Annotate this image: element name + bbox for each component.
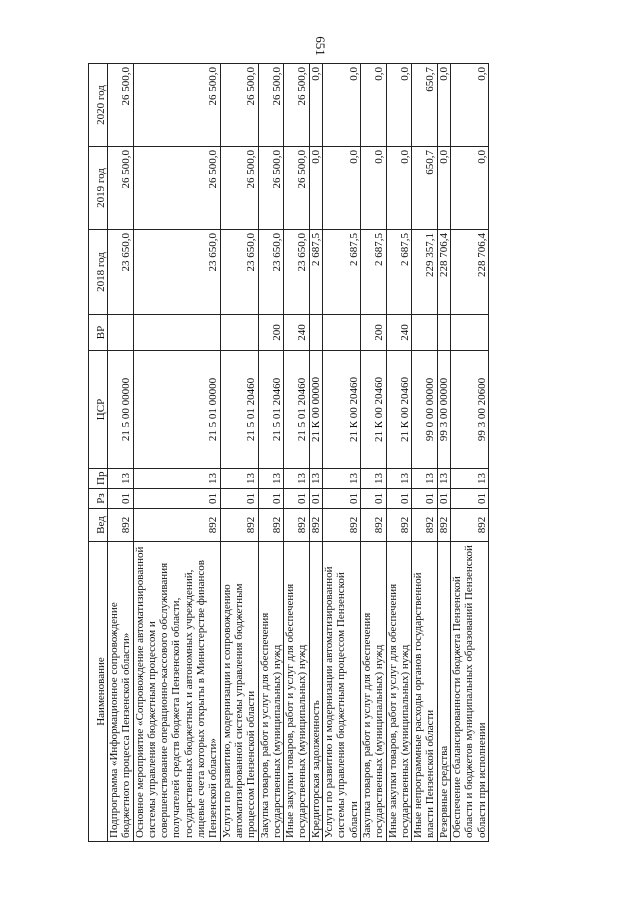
cell-rz: 01 bbox=[412, 489, 438, 509]
cell-ved: 892 bbox=[309, 509, 322, 542]
table-row bbox=[323, 64, 361, 842]
cell-pr: 13 bbox=[412, 469, 438, 489]
cell-vr bbox=[412, 315, 438, 351]
cell-rz: 01 bbox=[258, 489, 284, 509]
table-row bbox=[258, 64, 284, 842]
cell-pr: 13 bbox=[284, 469, 310, 489]
cell-rz: 01 bbox=[133, 489, 220, 509]
cell-rz: 01 bbox=[451, 489, 489, 509]
cell-2020: 0,0 bbox=[309, 64, 322, 147]
cell-rz: 01 bbox=[386, 489, 412, 509]
cell-vr bbox=[323, 315, 361, 351]
cell-rz: 01 bbox=[309, 489, 322, 509]
cell-2020: 0,0 bbox=[360, 64, 386, 147]
cell-csr: 21 5 01 20460 bbox=[284, 351, 310, 469]
cell-name: Закупка товаров, работ и услуг для обеспечения государственных (муниципальных) нужд bbox=[258, 542, 284, 842]
table-row bbox=[284, 64, 310, 842]
cell-2019: 26 500,0 bbox=[108, 147, 134, 230]
page-number: 651 bbox=[313, 36, 328, 56]
cell-ved: 892 bbox=[323, 509, 361, 542]
cell-pr: 13 bbox=[360, 469, 386, 489]
cell-pr: 13 bbox=[323, 469, 361, 489]
header-name: Наименование bbox=[89, 542, 108, 842]
cell-2018: 2 687,5 bbox=[309, 230, 322, 315]
cell-2018: 23 650,0 bbox=[133, 230, 220, 315]
cell-vr bbox=[451, 315, 489, 351]
cell-vr: 200 bbox=[360, 315, 386, 351]
cell-2020: 26 500,0 bbox=[108, 64, 134, 147]
cell-csr: 21 5 01 20460 bbox=[220, 351, 258, 469]
cell-2019: 0,0 bbox=[437, 147, 450, 230]
cell-name: Закупка товаров, работ и услуг для обеспечения государственных (муниципальных) нужд bbox=[360, 542, 386, 842]
cell-ved: 892 bbox=[258, 509, 284, 542]
cell-2019: 0,0 bbox=[323, 147, 361, 230]
cell-2019: 650,7 bbox=[412, 147, 438, 230]
cell-name: Услуги по развитию и модернизации автоматизированной системы управления бюджетным процессом Пензенской области bbox=[323, 542, 361, 842]
cell-csr: 21 К 00 20460 bbox=[360, 351, 386, 469]
cell-2020: 26 500,0 bbox=[258, 64, 284, 147]
cell-pr: 13 bbox=[108, 469, 134, 489]
cell-2018: 23 650,0 bbox=[220, 230, 258, 315]
cell-csr: 21 5 00 00000 bbox=[108, 351, 134, 469]
cell-vr: 240 bbox=[284, 315, 310, 351]
cell-2019: 0,0 bbox=[309, 147, 322, 230]
cell-2020: 0,0 bbox=[451, 64, 489, 147]
cell-ved: 892 bbox=[108, 509, 134, 542]
cell-ved: 892 bbox=[133, 509, 220, 542]
cell-rz: 01 bbox=[323, 489, 361, 509]
cell-ved: 892 bbox=[284, 509, 310, 542]
cell-2020: 0,0 bbox=[323, 64, 361, 147]
cell-2018: 228 706,4 bbox=[437, 230, 450, 315]
cell-2020: 26 500,0 bbox=[133, 64, 220, 147]
cell-name: Основное мероприятие «Сопровождение автоматизированной системы управления бюджетным процессом и совершенствование операционно-кассового обслуживания получателей средств бюджета Пензенской области, государственных бюджетных и автономных учреждений, лицевые счета которых открыты в Министерстве финансов Пензенской области» bbox=[133, 542, 220, 842]
header-2019: 2019 год bbox=[89, 147, 108, 230]
cell-name: Кредиторская задолженность bbox=[309, 542, 322, 842]
cell-name: Обеспечение сбалансированности бюджета Пензенской области и бюджетов муниципальных образований Пензенской области при исполнении bbox=[451, 542, 489, 842]
cell-csr: 99 3 00 20600 bbox=[451, 351, 489, 469]
cell-2019: 0,0 bbox=[451, 147, 489, 230]
cell-ved: 892 bbox=[451, 509, 489, 542]
cell-2018: 2 687,5 bbox=[360, 230, 386, 315]
cell-csr: 21 К 00 20460 bbox=[323, 351, 361, 469]
cell-2019: 26 500,0 bbox=[133, 147, 220, 230]
cell-2020: 26 500,0 bbox=[284, 64, 310, 147]
header-ved: Вед bbox=[89, 509, 108, 542]
cell-2019: 0,0 bbox=[386, 147, 412, 230]
budget-table-rotated bbox=[88, 64, 489, 842]
cell-2018: 23 650,0 bbox=[108, 230, 134, 315]
table-row bbox=[437, 64, 450, 842]
cell-ved: 892 bbox=[437, 509, 450, 542]
header-2020: 2020 год bbox=[89, 64, 108, 147]
cell-pr: 13 bbox=[386, 469, 412, 489]
cell-2020: 0,0 bbox=[386, 64, 412, 147]
cell-vr bbox=[309, 315, 322, 351]
cell-name: Резервные средства bbox=[437, 542, 450, 842]
cell-vr: 200 bbox=[258, 315, 284, 351]
cell-2018: 2 687,5 bbox=[386, 230, 412, 315]
cell-csr: 21 5 01 20460 bbox=[258, 351, 284, 469]
cell-2019: 26 500,0 bbox=[284, 147, 310, 230]
cell-rz: 01 bbox=[437, 489, 450, 509]
cell-name: Иные закупки товаров, работ и услуг для обеспечения государственных (муниципальных) нужд bbox=[386, 542, 412, 842]
cell-name: Иные непрограммные расходы органов государственной власти Пензенской области bbox=[412, 542, 438, 842]
cell-2019: 26 500,0 bbox=[220, 147, 258, 230]
header-pr: Пр bbox=[89, 469, 108, 489]
cell-csr: 99 0 00 00000 bbox=[412, 351, 438, 469]
cell-ved: 892 bbox=[360, 509, 386, 542]
cell-rz: 01 bbox=[108, 489, 134, 509]
cell-2019: 26 500,0 bbox=[258, 147, 284, 230]
cell-2020: 0,0 bbox=[437, 64, 450, 147]
cell-vr bbox=[133, 315, 220, 351]
cell-pr: 13 bbox=[258, 469, 284, 489]
cell-vr bbox=[437, 315, 450, 351]
cell-pr: 13 bbox=[437, 469, 450, 489]
cell-ved: 892 bbox=[220, 509, 258, 542]
cell-vr bbox=[220, 315, 258, 351]
table-row bbox=[309, 64, 322, 842]
table-row bbox=[360, 64, 386, 842]
cell-csr: 21 К 00 20460 bbox=[386, 351, 412, 469]
header-csr: ЦСР bbox=[89, 351, 108, 469]
cell-2018: 2 687,5 bbox=[323, 230, 361, 315]
cell-rz: 01 bbox=[220, 489, 258, 509]
table-header-row bbox=[89, 64, 108, 842]
cell-pr: 13 bbox=[451, 469, 489, 489]
cell-name: Иные закупки товаров, работ и услуг для обеспечения государственных (муниципальных) нужд bbox=[284, 542, 310, 842]
cell-name: Подпрограмма «Информационное сопровождение бюджетного процесса Пензенской области» bbox=[108, 542, 134, 842]
table-row bbox=[220, 64, 258, 842]
cell-pr: 13 bbox=[220, 469, 258, 489]
cell-pr: 13 bbox=[309, 469, 322, 489]
cell-rz: 01 bbox=[284, 489, 310, 509]
table-row bbox=[412, 64, 438, 842]
table-row bbox=[451, 64, 489, 842]
header-vr: ВР bbox=[89, 315, 108, 351]
cell-csr: 99 3 00 00000 bbox=[437, 351, 450, 469]
header-2018: 2018 год bbox=[89, 230, 108, 315]
header-rz: Рз bbox=[89, 489, 108, 509]
cell-vr: 240 bbox=[386, 315, 412, 351]
cell-2019: 0,0 bbox=[360, 147, 386, 230]
cell-pr: 13 bbox=[133, 469, 220, 489]
cell-2018: 23 650,0 bbox=[258, 230, 284, 315]
cell-csr: 21 5 01 00000 bbox=[133, 351, 220, 469]
cell-ved: 892 bbox=[386, 509, 412, 542]
cell-2018: 23 650,0 bbox=[284, 230, 310, 315]
table-row bbox=[386, 64, 412, 842]
cell-name: Услуги по развитию, модернизации и сопровождению автоматизированной системы управления бюджетным процессом Пензенской области bbox=[220, 542, 258, 842]
cell-2020: 26 500,0 bbox=[220, 64, 258, 147]
cell-vr bbox=[108, 315, 134, 351]
cell-2020: 650,7 bbox=[412, 64, 438, 147]
cell-ved: 892 bbox=[412, 509, 438, 542]
cell-rz: 01 bbox=[360, 489, 386, 509]
cell-csr: 21 К 00 00000 bbox=[309, 351, 322, 469]
cell-2018: 228 706,4 bbox=[451, 230, 489, 315]
budget-table bbox=[88, 63, 489, 842]
table-row bbox=[108, 64, 134, 842]
cell-2018: 229 357,1 bbox=[412, 230, 438, 315]
table-row bbox=[133, 64, 220, 842]
